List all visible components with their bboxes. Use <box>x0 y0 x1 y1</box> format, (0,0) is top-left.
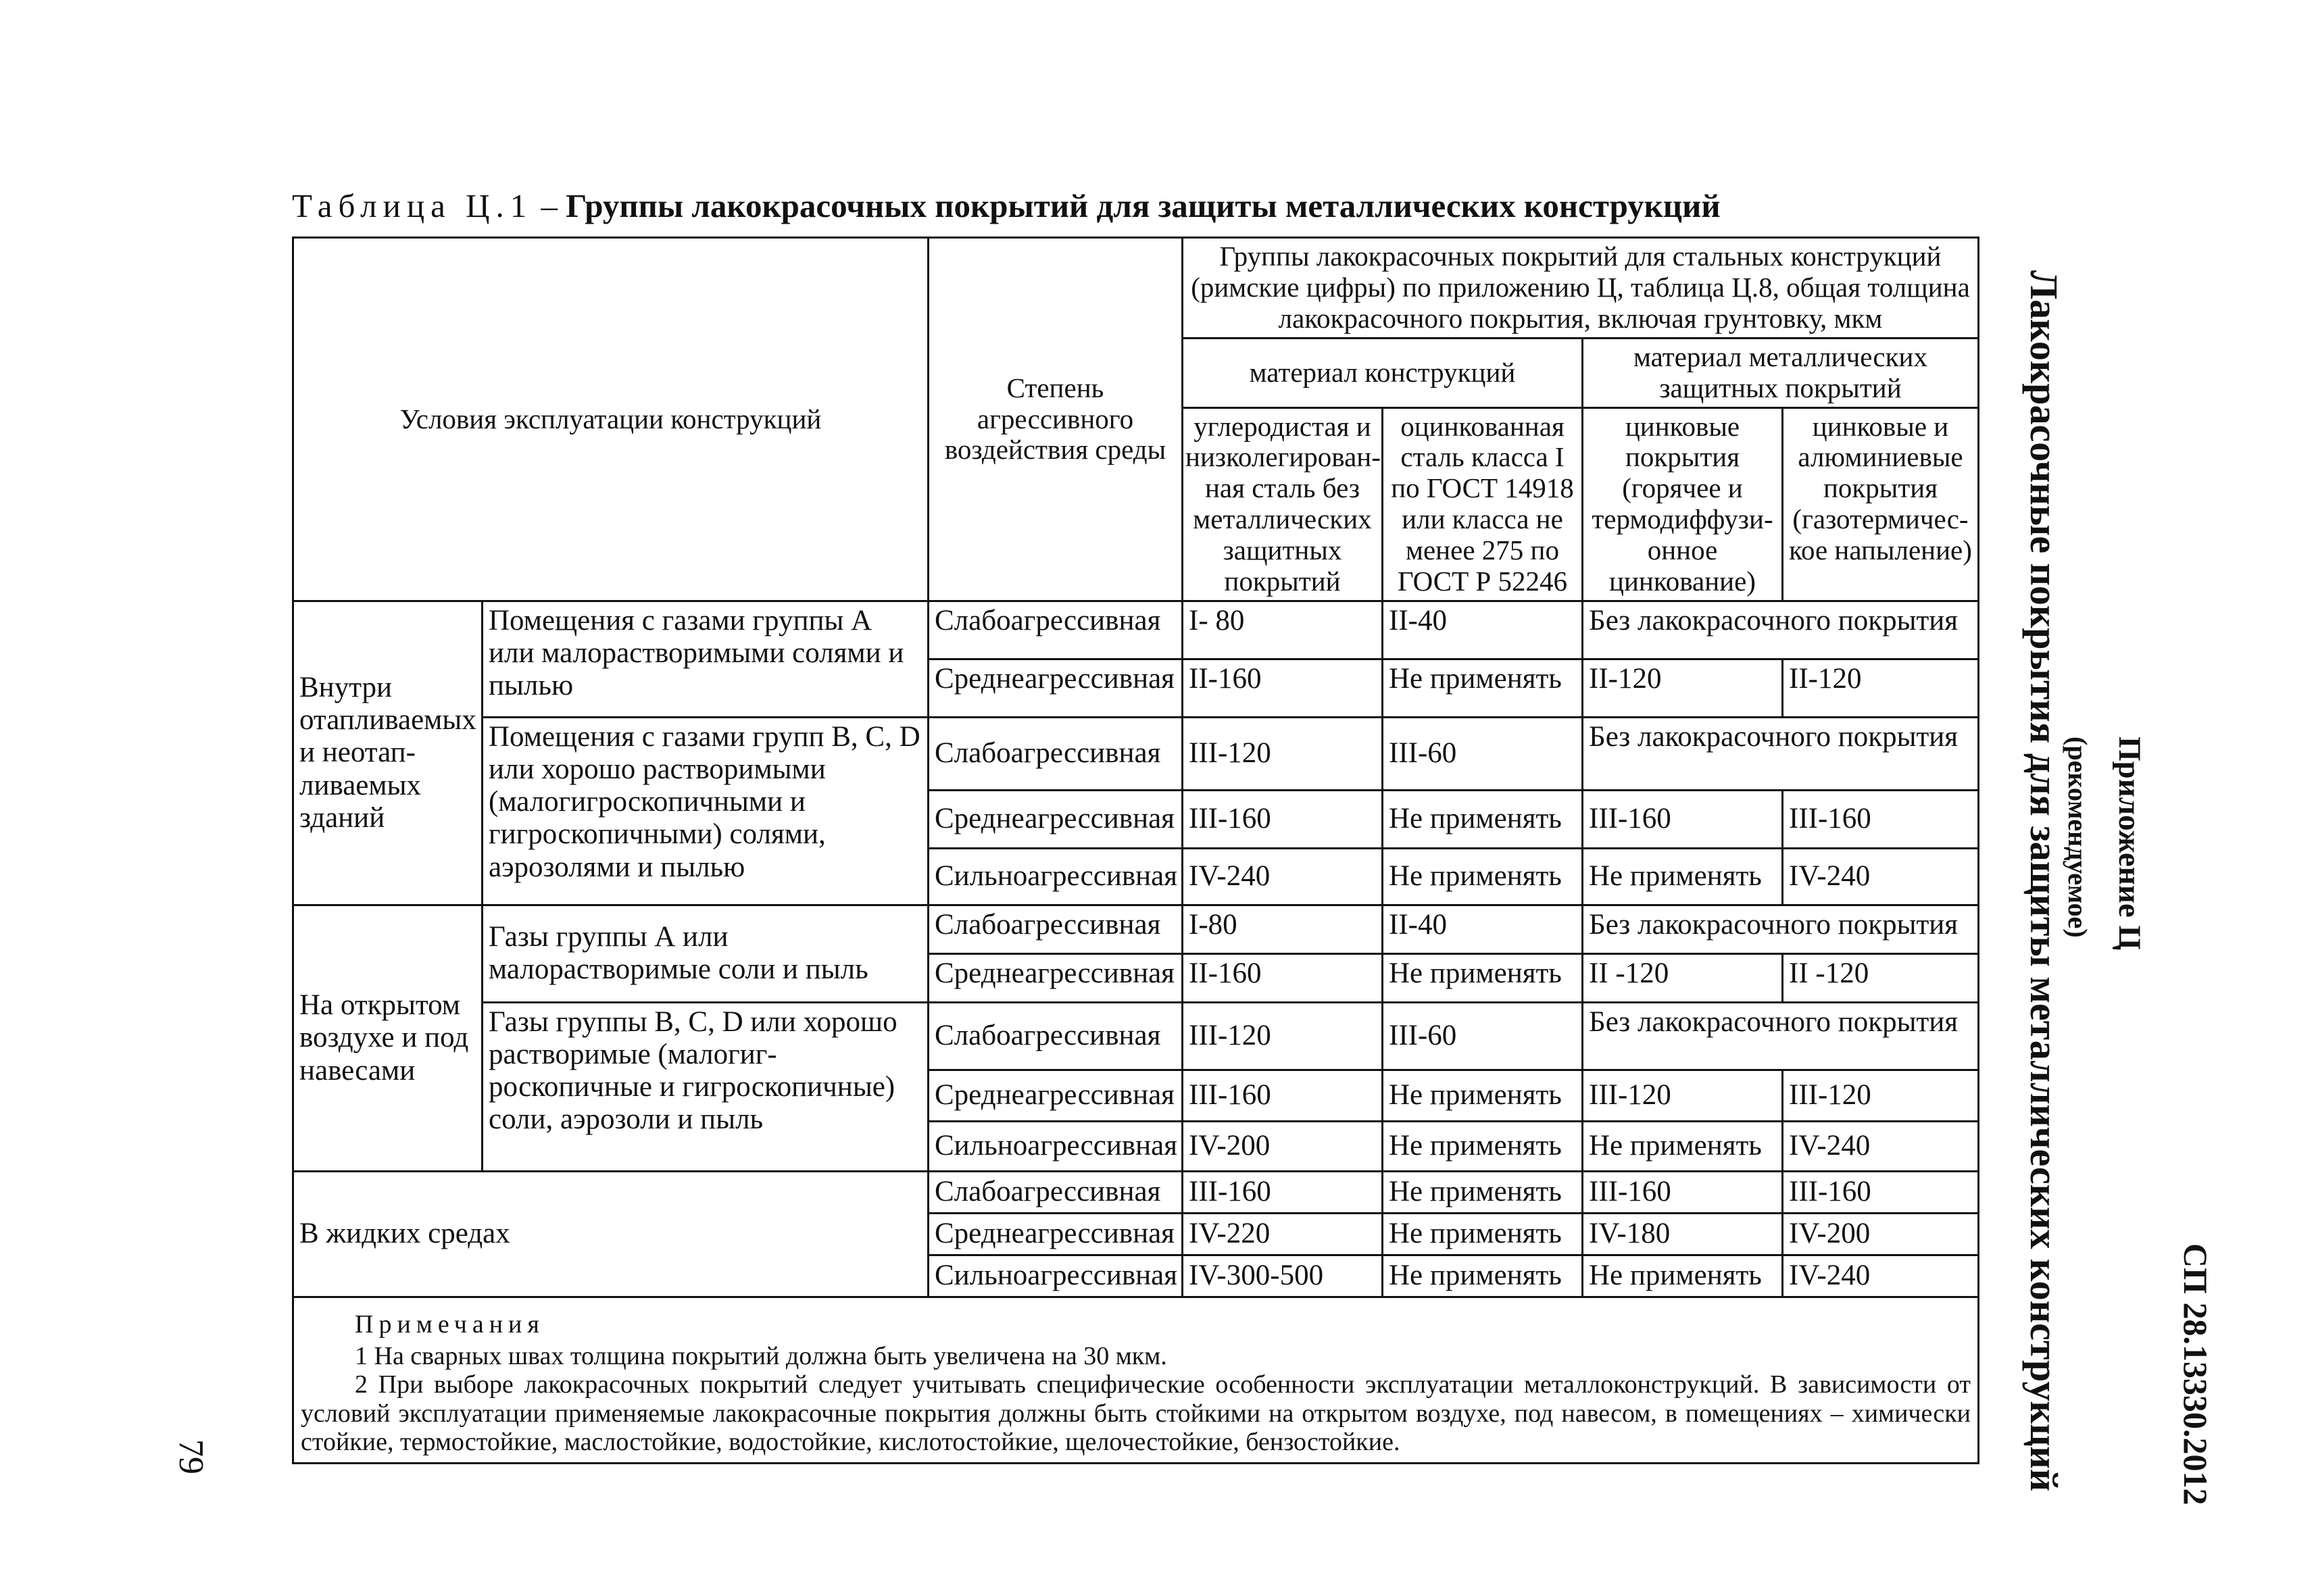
value-cell: II-40 <box>1383 601 1583 659</box>
value-cell: Не применять <box>1383 1121 1583 1171</box>
note-2: 2 При выборе лакокрасочных покрытий следует учитывать специфические особенности эксплуатации металлоконструкций. В зависимости от условий эксплуатации применяемые лакокрасочные покрытия должны быть стойкими на открытом воздухе, под навесом, в помещениях – химически стойкие, термостойкие, маслостойкие, водостойкие, кислотостойкие, щелочестойкие, бензостойкие. <box>301 1370 1971 1457</box>
degree-cell: Слабоагрессивная <box>929 717 1183 790</box>
notes-title: Примечания <box>355 1310 545 1339</box>
value-cell: IV-240 <box>1783 1121 1979 1171</box>
value-cell: Не применять <box>1383 1171 1583 1213</box>
value-cell: Не применять <box>1383 1213 1583 1255</box>
header-col2: оцинкованная сталь класса I по ГОСТ 14918 или класса не менее 275 по ГОСТ Р 52246 <box>1383 407 1583 601</box>
value-cell: Не применять <box>1383 1255 1583 1297</box>
value-cell: III-160 <box>1783 1171 1979 1213</box>
degree-cell: Слабоагрессивная <box>929 905 1183 953</box>
value-cell: II -120 <box>1783 953 1979 1002</box>
value-cell: IV-300-500 <box>1183 1255 1383 1297</box>
value-cell: III-120 <box>1783 1070 1979 1121</box>
value-cell: IV-220 <box>1183 1213 1383 1255</box>
value-cell: II-160 <box>1183 659 1383 717</box>
value-cell: Не применять <box>1583 1255 1783 1297</box>
value-cell: III-160 <box>1183 1171 1383 1213</box>
value-cell: Не применять <box>1383 659 1583 717</box>
value-cell: Не применять <box>1583 848 1783 905</box>
value-cell: II-120 <box>1583 659 1783 717</box>
table-row <box>293 717 1979 790</box>
cond-indoor-b: Помещения с газами групп В, С, D или хорошо растворимыми (малогигроскопичными и гигроскопичными) солями, аэрозолями и пылью <box>483 717 929 905</box>
value-cell: IV-200 <box>1783 1213 1979 1255</box>
value-cell: II-40 <box>1383 905 1583 953</box>
value-cell: Не применять <box>1583 1121 1783 1171</box>
appendix-label: Приложение Ц <box>2112 737 2147 951</box>
value-cell: III-160 <box>1183 1070 1383 1121</box>
degree-cell: Среднеагрессивная <box>929 1070 1183 1121</box>
value-cell: Без лакокрасочного покрытия <box>1583 1002 1979 1070</box>
value-cell: III-60 <box>1383 717 1583 790</box>
table-title-label: Таблица Ц.1 <box>292 187 533 224</box>
coatings-table <box>292 236 1979 1464</box>
value-cell: IV-240 <box>1783 848 1979 905</box>
section-heading: Лакокрасочные покрытия для защиты металлических конструкций <box>2022 270 2066 1492</box>
header-groups: Группы лакокрасочных покрытий для стальных конструкций (римские цифры) по приложению Ц, таблица Ц.8, общая толщина лакокрасочного покрытия, включая грунтовку, мкм <box>1183 238 1979 339</box>
degree-cell: Среднеагрессивная <box>929 790 1183 848</box>
value-cell: IV-240 <box>1183 848 1383 905</box>
notes-cell <box>293 1297 1979 1463</box>
table-row <box>293 1002 1979 1070</box>
header-col1: углеродистая и низколегирован-ная сталь без металлических защитных покрытий <box>1183 407 1383 601</box>
degree-cell: Сильноагрессивная <box>929 848 1183 905</box>
value-cell: II-160 <box>1183 953 1383 1002</box>
header-col3: цинковые покрытия (горячее и термодиффузи-онное цинкование) <box>1583 407 1783 601</box>
value-cell: III-160 <box>1783 790 1979 848</box>
cond-indoor-a: Помещения с газами группы А или малорастворимыми солями и пылью <box>483 601 929 717</box>
value-cell: III-120 <box>1183 1002 1383 1070</box>
value-cell: Без лакокрасочного покрытия <box>1583 717 1979 790</box>
value-cell: Без лакокрасочного покрытия <box>1583 905 1979 953</box>
header-metal-coat: материал металлических защитных покрытий <box>1583 338 1979 407</box>
page-number: 79 <box>172 1439 210 1474</box>
value-cell: II-120 <box>1783 659 1979 717</box>
value-cell: IV-200 <box>1183 1121 1383 1171</box>
cond-outdoor: На открытом воздухе и под навесами <box>293 905 483 1171</box>
notes-row <box>293 1297 1979 1463</box>
table-title-dash: – <box>533 187 566 224</box>
table-row <box>293 905 1979 953</box>
degree-cell: Слабоагрессивная <box>929 1002 1183 1070</box>
degree-cell: Сильноагрессивная <box>929 1121 1183 1171</box>
value-cell: I- 80 <box>1183 601 1383 659</box>
cond-indoor: Внутри отапливаемых и неотап-ливаемых зданий <box>293 601 483 905</box>
value-cell: Не применять <box>1383 848 1583 905</box>
table-title <box>292 186 1721 225</box>
value-cell: III-160 <box>1183 790 1383 848</box>
value-cell: III-120 <box>1583 1070 1783 1121</box>
cond-outdoor-b: Газы группы В, С, D или хорошо растворимые (малогиг-роскопичные и гигроскопичные) соли, аэрозоли и пыль <box>483 1002 929 1171</box>
value-cell: I-80 <box>1183 905 1383 953</box>
degree-cell: Сильноагрессивная <box>929 1255 1183 1297</box>
value-cell: II -120 <box>1583 953 1783 1002</box>
cond-liquid: В жидких средах <box>293 1171 929 1297</box>
value-cell: III-120 <box>1183 717 1383 790</box>
header-col4: цинковые и алюминиевые покрытия (газотермичес-кое напыление) <box>1783 407 1979 601</box>
header-row-1 <box>293 238 1979 339</box>
table-row <box>293 601 1979 659</box>
header-degree: Степень агрессивного воздействия среды <box>929 238 1183 601</box>
degree-cell: Среднеагрессивная <box>929 659 1183 717</box>
table-row <box>293 1171 1979 1213</box>
appendix-note: (рекомендуемое) <box>2063 737 2093 938</box>
table-title-text: Группы лакокрасочных покрытий для защиты металлических конструкций <box>566 187 1721 224</box>
degree-cell: Среднеагрессивная <box>929 953 1183 1002</box>
header-conditions: Условия эксплуатации конструкций <box>293 238 929 601</box>
value-cell: Не применять <box>1383 790 1583 848</box>
header-material: материал конструкций <box>1183 338 1583 407</box>
value-cell: III-160 <box>1583 1171 1783 1213</box>
value-cell: IV-240 <box>1783 1255 1979 1297</box>
degree-cell: Среднеагрессивная <box>929 1213 1183 1255</box>
value-cell: Без лакокрасочного покрытия <box>1583 601 1979 659</box>
degree-cell: Слабоагрессивная <box>929 1171 1183 1213</box>
value-cell: III-60 <box>1383 1002 1583 1070</box>
cond-outdoor-a: Газы группы А или малорастворимые соли и пыль <box>483 905 929 1002</box>
value-cell: III-160 <box>1583 790 1783 848</box>
note-1: 1 На сварных швах толщина покрытий должна быть увеличена на 30 мкм. <box>355 1341 1167 1370</box>
value-cell: Не применять <box>1383 1070 1583 1121</box>
degree-cell: Слабоагрессивная <box>929 601 1183 659</box>
document-code: СП 28.13330.2012 <box>2177 1243 2215 1505</box>
value-cell: IV-180 <box>1583 1213 1783 1255</box>
value-cell: Не применять <box>1383 953 1583 1002</box>
